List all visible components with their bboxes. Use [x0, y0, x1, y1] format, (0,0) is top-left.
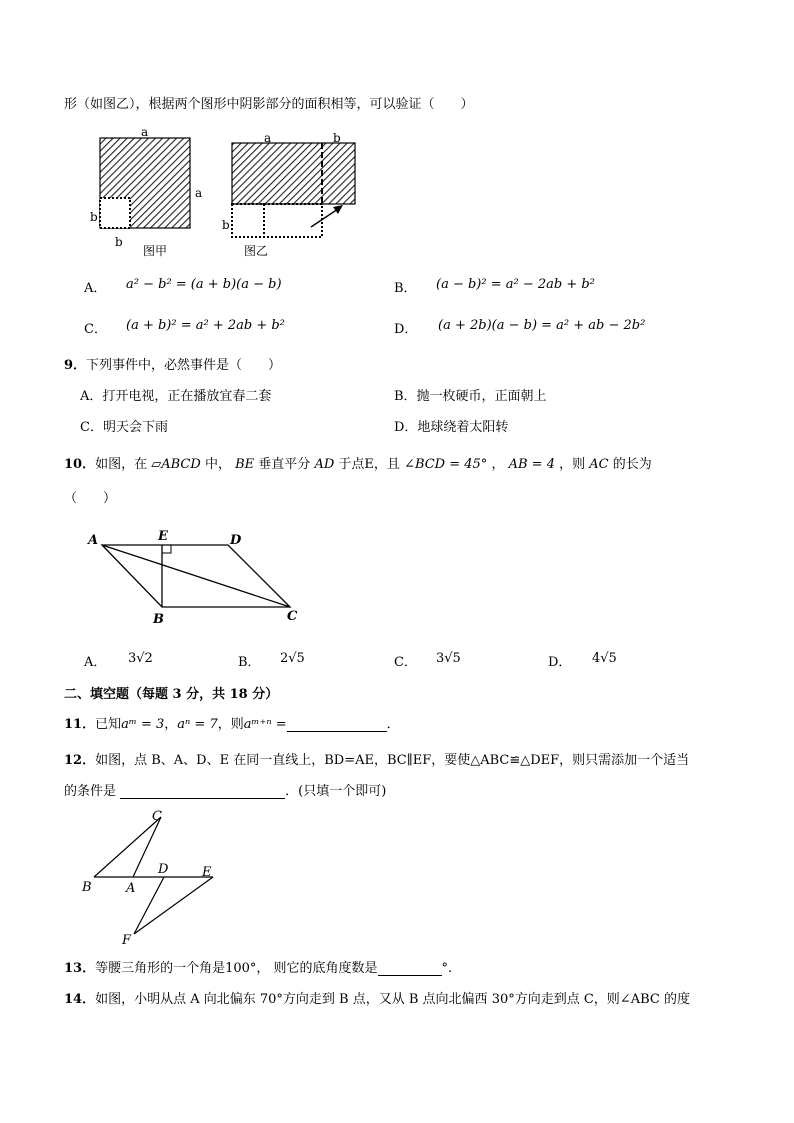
q13-answer-blank[interactable] [378, 961, 442, 976]
yi-hatched-rect [232, 143, 355, 204]
section-2-title: 二、填空题（每题 3 分，共 18 分） [64, 687, 279, 702]
q12-line2-text: 的条件是 [64, 784, 117, 799]
q14 [64, 988, 690, 1007]
q9-stem-text: 下列事件中，必然事件是（ ） [86, 358, 282, 373]
jia-label-b-bottom: b [115, 235, 123, 249]
q10-option-a-letter: A． [84, 655, 107, 670]
fig10-label-b: B [153, 612, 164, 627]
q12-figure [78, 805, 228, 950]
q10-stem-2: 中， [204, 457, 231, 472]
q12-number: 12． [64, 753, 96, 768]
fig12-label-b: B [82, 880, 92, 895]
fig12-label-f: F [122, 933, 132, 948]
q10-figure [80, 522, 310, 632]
q9-option-a: A．打开电视，正在播放宜春二套 [80, 389, 272, 404]
q10-stem-6: ，则 [559, 457, 586, 472]
fig12-label-c: C [152, 809, 162, 824]
q10-ab: AB = 4 [508, 457, 555, 472]
q13 [64, 957, 452, 976]
arrow-head-icon [333, 205, 343, 214]
jia-label-a-right: a [195, 186, 203, 200]
q8-option-d-letter: D． [394, 322, 418, 337]
q10-number: 10． [64, 457, 96, 472]
q8-figure-jia [85, 123, 215, 263]
yi-label-a-top: a [264, 131, 272, 145]
q8-stem: 形（如图乙），根据两个图形中阴影部分的面积相等，可以验证（ ） [64, 97, 474, 112]
q9-option-d: D．地球绕着太阳转 [394, 420, 509, 435]
fig12-label-e: E [202, 865, 212, 880]
q9-option-b: B．抛一枚硬币，正面朝上 [394, 389, 547, 404]
fig12-label-a: A [126, 881, 136, 896]
yi-label-b-left: b [222, 218, 230, 232]
q10-option-b-letter: B． [238, 655, 261, 670]
q9-stem [64, 354, 281, 373]
q10-stem-7: 的长为 [612, 457, 652, 472]
segment-ef [134, 877, 213, 934]
q9-number: 9． [64, 358, 87, 373]
segment-fd [134, 877, 164, 934]
q10-option-d-letter: D． [548, 655, 572, 670]
q13-number: 13． [64, 961, 96, 976]
q11-am: aᵐ = 3 [121, 717, 165, 732]
yi-moved-strip [264, 204, 322, 237]
q11 [64, 713, 400, 732]
q10-paren: （ ） [64, 491, 117, 506]
q8-option-a-letter: A． [84, 281, 107, 296]
fig10-label-a: A [88, 533, 99, 548]
segment-ca [133, 817, 161, 877]
q10-option-c-text: 3√5 [436, 651, 461, 666]
jia-label-a-top: a [141, 125, 149, 139]
q8-option-a-text: a² − b² = (a + b)(a − b) [126, 277, 282, 292]
q10-option-b-text: 2√5 [280, 651, 305, 666]
q11-end: ． [386, 717, 400, 732]
jia-label-b-left: b [90, 210, 98, 224]
q10-stem-1: 如图，在 [95, 457, 148, 472]
q10-stem-4: 于点E，且 [338, 457, 400, 472]
q11-text-1: 已知 [95, 717, 122, 732]
q14-number: 14． [64, 992, 96, 1007]
q10-ac: AC [589, 457, 609, 472]
q11-an: aⁿ = 7 [177, 717, 218, 732]
q10-stem-3: 垂直平分 [258, 457, 311, 472]
q13-text: 等腰三角形的一个角是100°， 则它的底角度数是 [95, 961, 378, 976]
q11-number: 11． [64, 717, 96, 732]
yi-small-square [232, 204, 264, 237]
q12-line2 [64, 780, 386, 799]
q11-text-3: ，则 [217, 717, 244, 732]
q12-line2-end: ．(只填一个即可) [285, 784, 387, 799]
q8-figure-yi [218, 123, 368, 263]
q8-option-b-text: (a − b)² = a² − 2ab + b² [436, 277, 595, 292]
yi-label-b-top: b [333, 131, 341, 145]
right-angle-mark-icon [162, 545, 171, 553]
q12-answer-blank[interactable] [120, 784, 285, 799]
segment-ac [102, 545, 290, 607]
fig12-label-d: D [158, 862, 169, 877]
jia-caption: 图甲 [143, 244, 168, 258]
q10-option-c-letter: C． [394, 655, 417, 670]
q13-end: °. [441, 961, 453, 976]
yi-caption: 图乙 [244, 244, 269, 258]
q10-stem [64, 453, 652, 472]
fig10-label-e: E [158, 529, 168, 544]
jia-small-square [100, 198, 130, 228]
segment-bc [94, 817, 161, 877]
q10-angle: ∠BCD = 45° [404, 457, 488, 472]
q10-parallelogram: ▱ABCD [151, 457, 201, 472]
q11-answer-blank[interactable] [287, 717, 387, 732]
q10-ad: AD [314, 457, 335, 472]
q8-option-c-text: (a + b)² = a² + 2ab + b² [126, 318, 285, 333]
yi-arrow-line [311, 209, 338, 227]
q11-text-2: ， [164, 717, 178, 732]
q9-option-c: C．明天会下雨 [80, 420, 168, 435]
q8-option-b-letter: B． [394, 281, 417, 296]
q8-option-d-text: (a + 2b)(a − b) = a² + ab − 2b² [438, 318, 646, 333]
q12-line1 [64, 749, 689, 768]
q10-option-d-text: 4√5 [592, 651, 617, 666]
q10-be: BE [235, 457, 255, 472]
q10-option-a-text: 3√2 [128, 651, 153, 666]
fig10-label-d: D [230, 533, 242, 548]
q11-amn: aᵐ⁺ⁿ = [243, 717, 287, 732]
q12-line1-text: 如图，点 B、A、D、E 在同一直线上，BD=AE，BC∥EF，要使△ABC≌△DEF，则只需添加一个适当 [95, 753, 690, 768]
q10-stem-5: ， [491, 457, 505, 472]
q8-option-c-letter: C． [84, 322, 107, 337]
fig10-label-c: C [287, 609, 298, 624]
q14-text: 如图，小明从点 A 向北偏东 70°方向走到 B 点，又从 B 点向北偏西 30°方向走到点 C，则∠ABC 的度 [95, 992, 690, 1007]
